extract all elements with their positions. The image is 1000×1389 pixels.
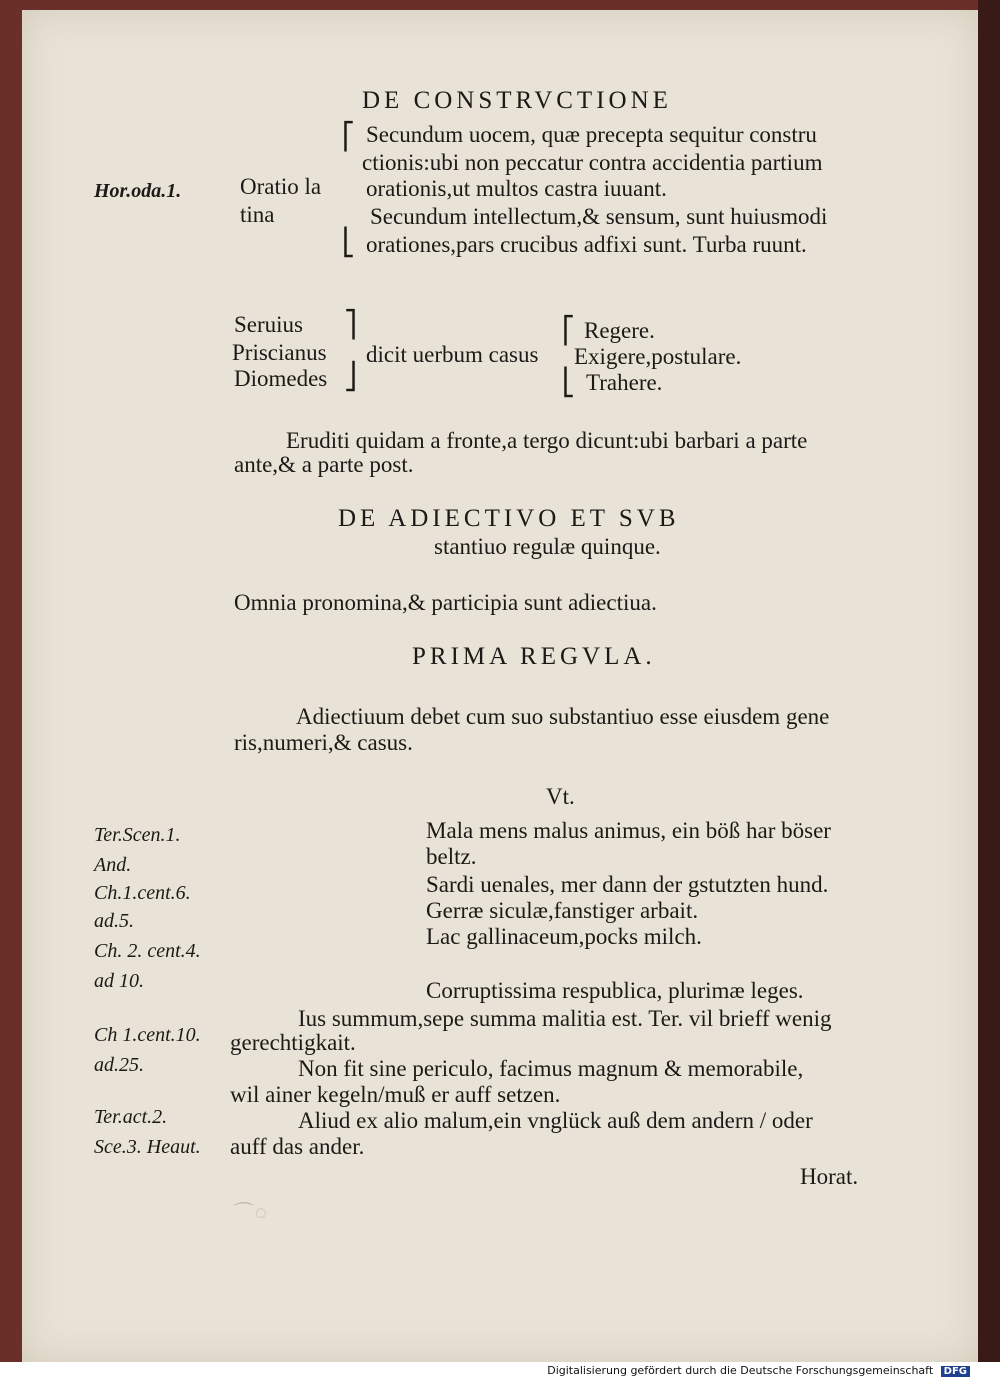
bleed-through-mark: ⌒ ◌ — [230, 1202, 267, 1224]
margin-note: Ch.1.cent.6. — [94, 882, 191, 904]
margin-note: Sce.3. Heaut. — [94, 1136, 201, 1158]
example-line: Lac gallinaceum,pocks milch. — [426, 924, 702, 949]
author-name: Seruius — [234, 312, 303, 337]
heading-de-adiectivo: DE ADIECTIVO ET SVB — [338, 505, 680, 532]
text-line: orationis,ut multos castra iuuant. — [366, 176, 667, 201]
example-line: beltz. — [426, 844, 477, 869]
text-line: Secundum intellectum,& sensum, sunt huiusmodi — [370, 204, 828, 229]
paragraph-line: ris,numeri,& casus. — [234, 730, 413, 755]
example-line: Non fit sine periculo, facimus magnum & memorabile, — [298, 1056, 804, 1081]
label-tina: tina — [240, 202, 275, 227]
text-line: ctionis:ubi non peccatur contra accidentia partium — [362, 150, 823, 175]
catchword: Horat. — [800, 1164, 859, 1189]
example-line: gerechtigkait. — [230, 1030, 356, 1055]
margin-note: Hor.oda.1. — [94, 180, 182, 202]
example-line: Sardi uenales, mer dann der gstutzten hund. — [426, 872, 829, 897]
margin-note: ad 10. — [94, 970, 144, 992]
dfg-logo: DFG — [941, 1366, 970, 1377]
paragraph-line: Adiectiuum debet cum suo substantiuo esse eiusdem gene — [296, 704, 830, 729]
book-edge — [978, 0, 1000, 1389]
heading-prima-regula: PRIMA REGVLA. — [412, 643, 656, 670]
brace-close: ⎣ — [562, 368, 575, 397]
example-line: Ius summum,sepe summa malitia est. Ter. vil brieff wenig — [298, 1006, 832, 1031]
brace-close: ⎣ — [342, 228, 355, 257]
author-name: Priscianus — [232, 340, 327, 365]
paragraph-line: Omnia pronomina,& participia sunt adiectiua. — [234, 590, 657, 615]
scanned-page — [22, 10, 978, 1362]
footer-text: Digitalisierung gefördert durch die Deutsche Forschungsgemeinschaft — [547, 1364, 934, 1377]
margin-note: ad.5. — [94, 910, 134, 932]
verb: Trahere. — [586, 370, 663, 395]
heading-de-constructione: DE CONSTRVCTIONE — [362, 87, 672, 114]
brace-right: ⎦ — [344, 362, 357, 391]
brace-open: ⎡ — [342, 122, 355, 151]
example-line: auff das ander. — [230, 1134, 365, 1159]
verb: Regere. — [584, 318, 655, 343]
heading-subline: stantiuo regulæ quinque. — [434, 534, 661, 559]
vt-label: Vt. — [546, 784, 575, 809]
paragraph-line: Eruditi quidam a fronte,a tergo dicunt:ubi barbari a parte — [286, 428, 808, 453]
verb: Exigere,postulare. — [574, 344, 742, 369]
label-oratio: Oratio la — [240, 174, 322, 199]
example-line: Aliud ex alio malum,ein vnglück auß dem andern / oder — [298, 1108, 813, 1133]
margin-note: Ch. 2. cent.4. — [94, 940, 201, 962]
margin-note: ad.25. — [94, 1054, 144, 1076]
footer-credit — [547, 1364, 970, 1377]
middle-text: dicit uerbum casus — [366, 342, 539, 367]
author-name: Diomedes — [234, 366, 328, 391]
example-line: Gerræ siculæ,fanstiger arbait. — [426, 898, 699, 923]
margin-note: Ter.Scen.1. — [94, 824, 181, 846]
text-line: orationes,pars crucibus adfixi sunt. Turba ruunt. — [366, 232, 807, 257]
margin-note: And. — [94, 854, 132, 876]
example-line: Corruptissima respublica, plurimæ leges. — [426, 978, 804, 1003]
brace-open: ⎡ — [562, 316, 575, 345]
margin-note: Ter.act.2. — [94, 1106, 168, 1128]
margin-note: Ch 1.cent.10. — [94, 1024, 201, 1046]
text-line: Secundum uocem, quæ precepta sequitur constru — [366, 122, 817, 147]
paragraph-line: ante,& a parte post. — [234, 452, 414, 477]
example-line: wil ainer kegeln/muß er auff setzen. — [230, 1082, 561, 1107]
brace-right: ⎤ — [344, 310, 357, 339]
example-line: Mala mens malus animus, ein böß har böser — [426, 818, 831, 843]
